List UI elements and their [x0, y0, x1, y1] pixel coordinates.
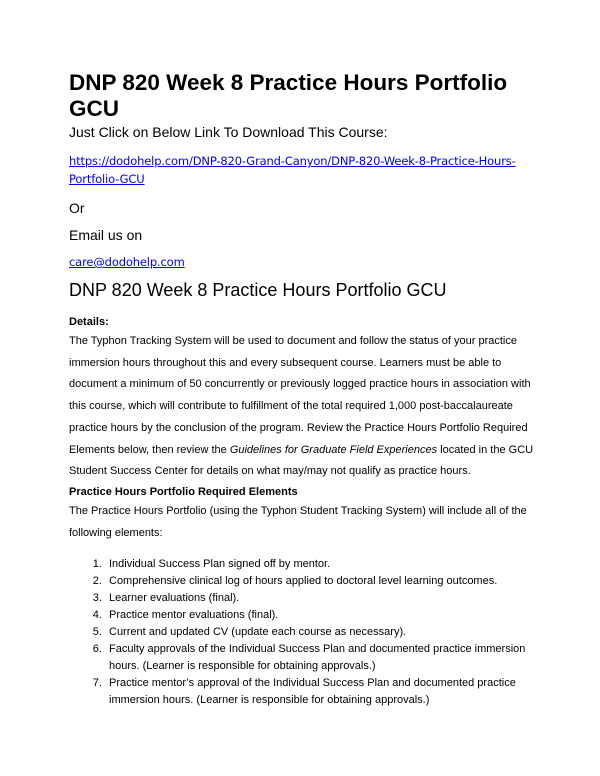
download-link-block — [69, 152, 539, 188]
email-link-block — [69, 253, 539, 271]
requirements-list — [69, 556, 539, 709]
details-text-part2: located in the GCU Student Success Center for details on what may/may not qualify as practice hours. — [69, 443, 534, 478]
download-tagline: Just Click on Below Link To Download This Course: — [69, 124, 388, 140]
document-page — [69, 70, 539, 709]
details-heading: Details: — [69, 316, 109, 328]
list-item: 3. Learner evaluations (final). — [105, 590, 539, 607]
details-paragraph — [69, 331, 539, 483]
requirements-heading: Practice Hours Portfolio Required Elements — [69, 485, 298, 498]
list-item: 4. Practice mentor evaluations (final). — [105, 607, 539, 624]
details-text-part1: The Typhon Tracking System will be used to document and follow the status of your practice immersion hours throughout this and every subsequent course. Learners must be able to document a minimum of 50 concurrently or previously logged practice hours in association with this course, which will contribute to fulfillment of the total required 1,000 post-baccalaureate practice hours by the conclusion of the program. Review the Practice Hours Portfolio Required Elements below, then review the — [69, 335, 531, 456]
list-item: 2. Comprehensive clinical log of hours applied to doctoral level learning outcomes. — [105, 573, 539, 590]
or-text: Or — [69, 200, 85, 216]
download-link[interactable]: https://dodohelp.com/DNP-820-Grand-Canyon/DNP-820-Week-8-Practice-Hours-Portfolio-GCU — [69, 154, 516, 186]
list-item: 6. Faculty approvals of the Individual Success Plan and documented practice immersion hours. (Learner is responsible for obtaining approvals.) — [105, 641, 539, 675]
requirements-intro: The Practice Hours Portfolio (using the Typhon Student Tracking System) will include all of the following elements: — [69, 504, 527, 539]
document-title: DNP 820 Week 8 Practice Hours Portfolio GCU — [69, 70, 508, 121]
list-item: 1. Individual Success Plan signed off by mentor. — [105, 556, 539, 573]
guidelines-title: Guidelines for Graduate Field Experiences — [229, 443, 438, 456]
email-link[interactable]: care@dodohelp.com — [69, 255, 185, 269]
email-label: Email us on — [69, 227, 143, 243]
document-subtitle: DNP 820 Week 8 Practice Hours Portfolio GCU — [69, 280, 447, 300]
list-item: 5. Current and updated CV (update each course as necessary). — [105, 624, 539, 641]
list-item: 7. Practice mentor’s approval of the Individual Success Plan and documented practice immersion hours. (Learner is responsible for obtaining approvals.) — [105, 675, 539, 709]
